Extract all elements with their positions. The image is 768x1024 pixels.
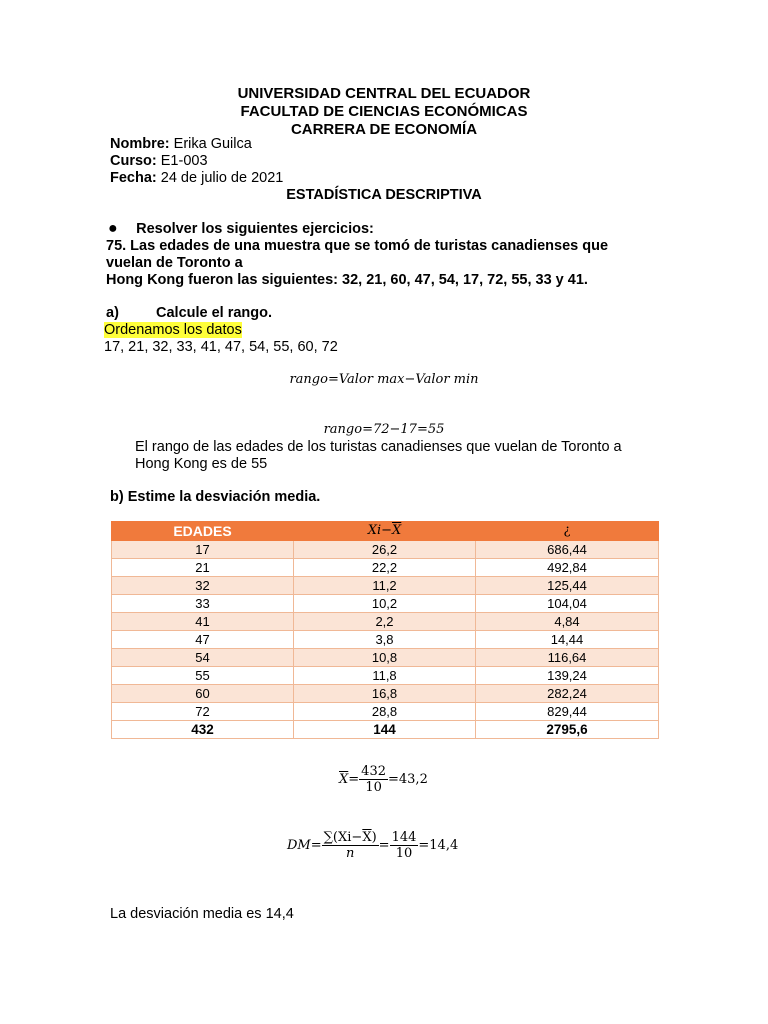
part-a-label: a) — [106, 305, 119, 321]
cell-squared: 4,84 — [476, 613, 659, 631]
cell-age: 33 — [112, 595, 294, 613]
part-b-title: b) Estime la desviación media. — [110, 489, 321, 505]
cell-squared: 116,64 — [476, 649, 659, 667]
table-row — [112, 685, 659, 703]
name-label: Nombre: — [110, 136, 170, 152]
deviation-table — [111, 521, 659, 739]
problem-line-1: 75. Las edades de una muestra que se tomó de turistas canadienses que — [106, 238, 609, 254]
mean-symbol: $\overline{X}$ — [339, 772, 349, 787]
student-name — [110, 136, 252, 152]
cell-squared: 14,44 — [476, 631, 659, 649]
table-row — [112, 631, 659, 649]
header-edades: EDADES — [112, 522, 294, 541]
range-conclusion-2: Hong Kong es de 55 — [135, 456, 268, 472]
range-conclusion-1: El rango de las edades de los turistas canadienses que vuelan de Toronto a — [135, 439, 622, 455]
dm-numerator-2: 144 — [391, 830, 417, 845]
cell-age: 60 — [112, 685, 294, 703]
problem-line-3: Hong Kong fueron las siguientes: 32, 21, 60, 47, 54, 17, 72, 55, 33 y 41. — [106, 272, 588, 288]
cell-deviation: 11,2 — [294, 577, 476, 595]
cell-age: 54 — [112, 649, 294, 667]
date-value: 24 de julio de 2021 — [156, 170, 284, 186]
career-title: CARRERA DE ECONOMÍA — [290, 121, 478, 138]
cell-deviation: 28,8 — [294, 703, 476, 721]
cell-squared: 104,04 — [476, 595, 659, 613]
name-value: Erika Guilca — [169, 136, 252, 152]
table-row — [112, 577, 659, 595]
range-formula: rango=Valor max−Valor min — [289, 372, 479, 387]
dm-conclusion: La desviación media es 14,4 — [110, 906, 294, 922]
university-title: UNIVERSIDAD CENTRAL DEL ECUADOR — [237, 85, 531, 102]
bullet-text: Resolver los siguientes ejercicios: — [136, 221, 374, 237]
dm-result: =14,4 — [418, 838, 459, 853]
cell-squared: 139,24 — [476, 667, 659, 685]
cell-deviation: 2,2 — [294, 613, 476, 631]
table-total-row — [112, 721, 659, 739]
dm-lhs: DM= — [287, 838, 322, 853]
cell-age: 47 — [112, 631, 294, 649]
mean-formula: $\overline{X}=$ $\frac{432}{10}$ =43,2 — [339, 764, 428, 795]
range-calculation: rango=72−17=55 — [323, 422, 445, 437]
total-age: 432 — [112, 721, 294, 739]
bullet-icon: ● — [108, 220, 118, 237]
document-date — [110, 170, 283, 186]
total-deviation: 144 — [294, 721, 476, 739]
mean-fraction — [359, 764, 388, 795]
subject-title: ESTADÍSTICA DESCRIPTIVA — [286, 187, 482, 203]
cell-deviation: 22,2 — [294, 559, 476, 577]
dm-denominator-2: 10 — [395, 846, 413, 861]
dm-formula: DM= $\frac{\sum(Xi-\overline{X})}{n}$ = $\frac{144}{10}$ =14,4 — [287, 830, 459, 861]
mean-result: =43,2 — [388, 772, 428, 787]
cell-deviation: 16,8 — [294, 685, 476, 703]
header-squared: ¿ — [476, 522, 659, 541]
table-row — [112, 667, 659, 685]
header-deviation-text: $Xi-\overline{X}$ — [367, 523, 402, 538]
cell-deviation: 26,2 — [294, 541, 476, 559]
cell-deviation: 3,8 — [294, 631, 476, 649]
cell-age: 41 — [112, 613, 294, 631]
cell-age: 17 — [112, 541, 294, 559]
date-label: Fecha: — [110, 170, 157, 186]
table-row — [112, 541, 659, 559]
problem-line-2: vuelan de Toronto a — [106, 255, 243, 271]
table-row — [112, 595, 659, 613]
total-squared: 2795,6 — [476, 721, 659, 739]
table-row — [112, 703, 659, 721]
faculty-title: FACULTAD DE CIENCIAS ECONÓMICAS — [240, 103, 528, 120]
highlighted-text: Ordenamos los datos — [104, 322, 242, 338]
cell-deviation: 10,8 — [294, 649, 476, 667]
sorted-data: 17, 21, 32, 33, 41, 47, 54, 55, 60, 72 — [104, 339, 338, 355]
course-label: Curso: — [110, 153, 157, 169]
header-deviation — [294, 522, 476, 541]
bullet-line — [108, 220, 374, 238]
sorted-data-heading — [104, 322, 242, 338]
mean-denominator: 10 — [365, 780, 382, 795]
student-course — [110, 153, 208, 169]
dm-fraction-1 — [322, 830, 379, 861]
cell-age: 55 — [112, 667, 294, 685]
table-row — [112, 649, 659, 667]
table-row — [112, 613, 659, 631]
cell-age: 32 — [112, 577, 294, 595]
cell-squared: 829,44 — [476, 703, 659, 721]
cell-squared: 492,84 — [476, 559, 659, 577]
cell-squared: 282,24 — [476, 685, 659, 703]
cell-age: 72 — [112, 703, 294, 721]
cell-squared: 686,44 — [476, 541, 659, 559]
dm-numerator-1: $\sum(Xi-\overline{X})$ — [323, 830, 377, 845]
cell-squared: 125,44 — [476, 577, 659, 595]
cell-deviation: 10,2 — [294, 595, 476, 613]
part-a-title: Calcule el rango. — [156, 305, 273, 321]
dm-fraction-2 — [390, 830, 419, 861]
cell-age: 21 — [112, 559, 294, 577]
cell-deviation: 11,8 — [294, 667, 476, 685]
mean-numerator: 432 — [361, 764, 386, 779]
table-row — [112, 559, 659, 577]
table-header-row — [112, 522, 659, 541]
dm-denominator-1: n — [345, 846, 355, 861]
course-value: E1-003 — [156, 153, 208, 169]
